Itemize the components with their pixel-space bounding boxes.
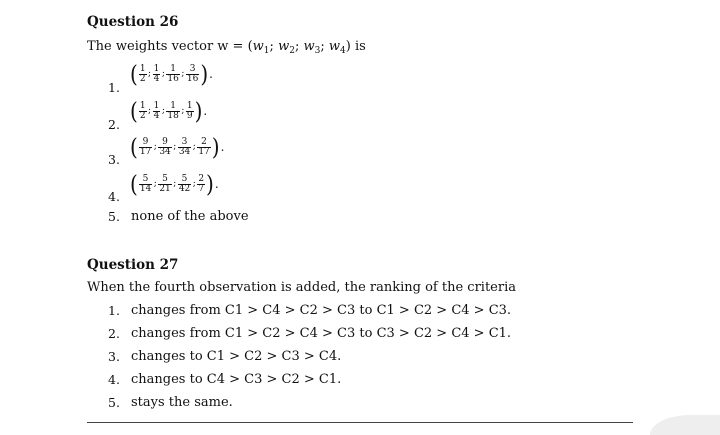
page-corner-shadow: [650, 415, 720, 435]
q26-option-2-number: 2.: [108, 117, 120, 132]
page-divider: [87, 422, 633, 423]
question-26-title: Question 26: [87, 14, 179, 30]
question-27-stem: When the fourth observation is added, the ranking of the criteria: [87, 280, 516, 295]
q27-option-1-text: changes from C1 > C4 > C2 > C3 to C1 > C2 > C4 > C3.: [131, 303, 512, 318]
q26-option-5-text: none of the above: [131, 209, 249, 224]
q26-option-1-number: 1.: [108, 80, 120, 95]
q27-option-2-text: changes from C1 > C2 > C4 > C3 to C3 > C2 > C4 > C1.: [131, 326, 512, 341]
question-27-title: Question 27: [87, 257, 179, 273]
q26-option-3-number: 3.: [108, 152, 120, 167]
q27-option-2-number: 2.: [108, 326, 120, 341]
q26-option-5-number: 5.: [108, 209, 120, 224]
q27-option-3-text: changes to C1 > C2 > C3 > C4.: [131, 349, 342, 364]
q26-option-4-number: 4.: [108, 189, 120, 204]
q27-option-3-number: 3.: [108, 349, 120, 364]
q26-option-1-vector: ( $\frac{1}{2}$ ; $\frac{1}{4}$ ; $\frac{1}{16}$ ; $\frac{3}{16}$ ) .: [130, 60, 213, 88]
q26-option-4-vector: ( $\frac{5}{14}$ ; $\frac{5}{21}$ ; $\frac{5}{42}$ ; $\frac{2}{7}$ ) .: [130, 170, 219, 198]
q27-option-5-number: 5.: [108, 395, 120, 410]
question-26-stem: The weights vector $w = (w_1$; $w_2$; $w_3$; $w_4$) is: [87, 39, 366, 56]
q26-option-2-vector: ( $\frac{1}{2}$ ; $\frac{1}{4}$ ; $\frac{1}{18}$ ; $\frac{1}{9}$ ) .: [130, 97, 208, 125]
q27-option-5-text: stays the same.: [131, 395, 233, 410]
q26-option-3-vector: ( $\frac{9}{17}$ ; $\frac{9}{34}$ ; $\frac{3}{34}$ ; $\frac{2}{17}$ ) .: [130, 133, 225, 161]
q27-option-4-number: 4.: [108, 372, 120, 387]
q27-option-4-text: changes to C4 > C3 > C2 > C1.: [131, 372, 342, 387]
q27-option-1-number: 1.: [108, 303, 120, 318]
